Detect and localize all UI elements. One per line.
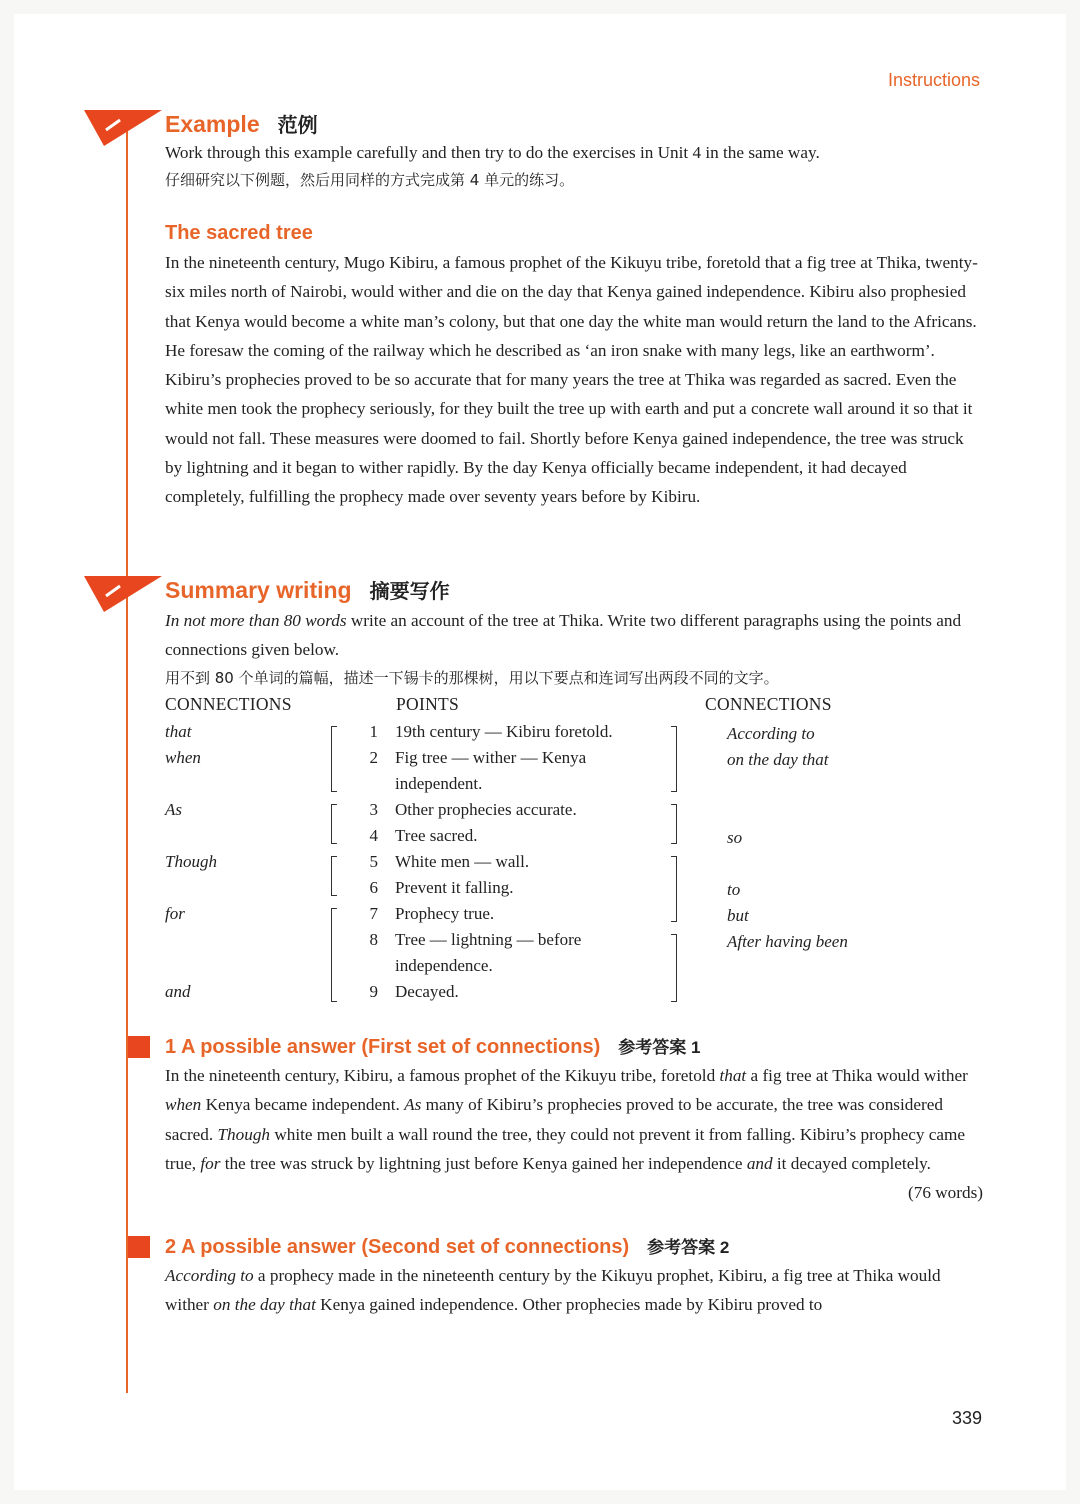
word-count: (76 words) <box>908 1183 983 1203</box>
section-label: Instructions <box>887 70 980 90</box>
point-text: White men — wall. <box>395 852 530 871</box>
passage-title: The sacred tree <box>165 222 313 244</box>
answer2-text <box>165 1261 983 1320</box>
summary-heading <box>165 576 983 606</box>
right-connection: so <box>727 828 743 847</box>
summary-instruction <box>165 606 983 664</box>
connection-word: that <box>719 1066 747 1085</box>
point-text: Tree sacred. <box>395 826 478 845</box>
summary-instruction-cn: 用不到 80 个单词的篇幅，描述一下锡卡的那棵树，用以下要点和连词写出两段不同的文字。 <box>165 669 779 687</box>
answer-text-segment: many of Kibiru’s prophecies proved to be accurate, the tree was considered sacred. <box>165 1095 943 1144</box>
left-bracket <box>331 908 337 1002</box>
passage-section <box>165 222 983 512</box>
point-text: independence. <box>395 956 493 975</box>
pencil-flag-icon <box>84 574 164 614</box>
left-connection: for <box>165 904 185 923</box>
answer2-section <box>165 1234 983 1320</box>
right-bracket <box>671 934 677 1002</box>
summary-title-cn: 摘要写作 <box>369 581 450 603</box>
answer1-section <box>165 1034 983 1207</box>
passage-text: In the nineteenth century, Mugo Kibiru, a famous prophet of the Kikuyu tribe, foretold that a fig tree at Thika, twenty-six miles north of Nairobi, would wither and die on the day that Kenya gained independence. Kibiru also prophesied that Kenya would become a white man’s colony, but that one day the white man would return the land to the Africans. He foresaw the coming of the railway which he described as ‘an iron snake with many legs, like an earthworm’. Kibiru’s prophecies proved to be so accurate that for many years the tree at Thika was regarded as sacred. Even the white men took the prophecy seriously, for they built the tree up with earth and put a concrete wall around it so that it would not fall. These measures were doomed to fail. Shortly before Kenya gained independence, the tree was struck by lightning and it began to wither rapidly. By the day Kenya officially became independent, it had decayed completely, fulfilling the prophecy made over seventy years before by Kibiru. <box>165 253 978 507</box>
left-connection: Though <box>165 852 217 871</box>
point-text: Other prophecies accurate. <box>395 800 577 819</box>
answer1-text <box>165 1061 983 1203</box>
answer1-title-cn: 参考答案 1 <box>618 1038 701 1057</box>
connection-word: According to <box>165 1266 254 1285</box>
example-heading <box>165 110 983 140</box>
left-bracket <box>331 726 337 792</box>
connection-word: on the day that <box>213 1295 316 1315</box>
connections-table <box>165 694 985 1014</box>
example-instruction: Work through this example carefully and then try to do the exercises in Unit 4 in the same way. <box>165 143 820 162</box>
point-text: independent. <box>395 774 483 793</box>
summary-section <box>165 576 983 692</box>
answer2-title-cn: 参考答案 2 <box>647 1238 730 1257</box>
point-number: 7 <box>369 904 378 923</box>
point-number: 8 <box>369 930 378 949</box>
example-section <box>165 110 983 194</box>
connection-word: for <box>200 1153 221 1173</box>
point-number: 1 <box>369 722 378 741</box>
right-bracket <box>671 856 677 922</box>
answer-text-segment: Kenya became independent. <box>201 1095 405 1115</box>
point-number: 9 <box>369 982 378 1001</box>
margin-rule <box>126 128 128 1393</box>
connection-word: As <box>404 1095 422 1115</box>
answer2-heading <box>165 1234 983 1261</box>
right-bracket <box>671 726 677 792</box>
left-connection: and <box>165 982 191 1001</box>
answer-marker-icon <box>128 1036 150 1058</box>
right-connection: According to <box>727 724 815 743</box>
point-text: Prevent it falling. <box>395 878 514 897</box>
point-text: Fig tree — wither — Kenya <box>395 748 587 767</box>
connection-word: when <box>165 1095 202 1115</box>
connection-word: and <box>746 1153 773 1173</box>
right-connection: to <box>727 880 741 899</box>
page-number: 339 <box>951 1408 982 1428</box>
left-connection: when <box>165 748 201 767</box>
col-header-points: POINTS <box>396 694 460 714</box>
left-bracket <box>331 856 337 896</box>
example-title: Example <box>165 111 260 137</box>
example-title-cn: 范例 <box>277 115 318 137</box>
point-text: Decayed. <box>395 982 459 1001</box>
right-connection: After having been <box>727 932 848 951</box>
answer2-title: 2 A possible answer (Second set of connections) <box>165 1236 630 1258</box>
pencil-flag-icon <box>84 108 164 148</box>
point-number: 3 <box>369 800 378 819</box>
point-number: 5 <box>369 852 378 871</box>
col-header-left: CONNECTIONS <box>165 694 292 714</box>
answer1-heading <box>165 1034 983 1061</box>
point-number: 4 <box>369 826 378 845</box>
summary-title: Summary writing <box>165 577 352 603</box>
left-connection: that <box>165 722 192 741</box>
right-connection: but <box>727 906 749 925</box>
point-text: 19th century — Kibiru foretold. <box>395 722 613 741</box>
summary-instruction-rest: write an account of the tree at Thika. Write two different paragraphs using the points and connections given below. <box>165 611 962 659</box>
answer-text-segment: white men built a wall round the tree, they could not prevent it from falling. Kibiru’s prophecy came true, <box>165 1124 965 1173</box>
right-connection: on the day that <box>727 750 829 769</box>
left-connection: As <box>165 800 182 819</box>
answer-text-segment: it decayed completely. <box>772 1153 931 1173</box>
answer-text-segment: a fig tree at Thika would wither <box>746 1066 968 1085</box>
point-text: Tree — lightning — before <box>395 930 582 949</box>
answer-text-segment: Kenya gained independence. Other prophecies made by Kibiru proved to <box>315 1295 823 1315</box>
example-instruction-cn: 仔细研究以下例题，然后用同样的方式完成第 4 单元的练习。 <box>165 171 575 189</box>
col-header-right: CONNECTIONS <box>705 694 832 714</box>
left-bracket <box>331 804 337 844</box>
point-text: Prophecy true. <box>395 904 495 923</box>
connection-word: Though <box>217 1124 271 1144</box>
answer-text-segment: In the nineteenth century, Kibiru, a famous prophet of the Kikuyu tribe, foretold <box>165 1066 720 1085</box>
summary-instruction-italic: In not more than 80 words <box>165 611 347 630</box>
answer-text-segment: a prophecy made in the nineteenth century by the Kikuyu prophet, Kibiru, a fig tree at Thika would wither <box>165 1266 941 1315</box>
answer-text-segment: the tree was struck by lightning just before Kenya gained her independence <box>220 1153 747 1173</box>
answer1-title: 1 A possible answer (First set of connections) <box>165 1036 601 1058</box>
point-number: 6 <box>369 878 378 897</box>
answer-marker-icon <box>128 1236 150 1258</box>
point-number: 2 <box>369 748 378 767</box>
right-bracket <box>671 804 677 844</box>
